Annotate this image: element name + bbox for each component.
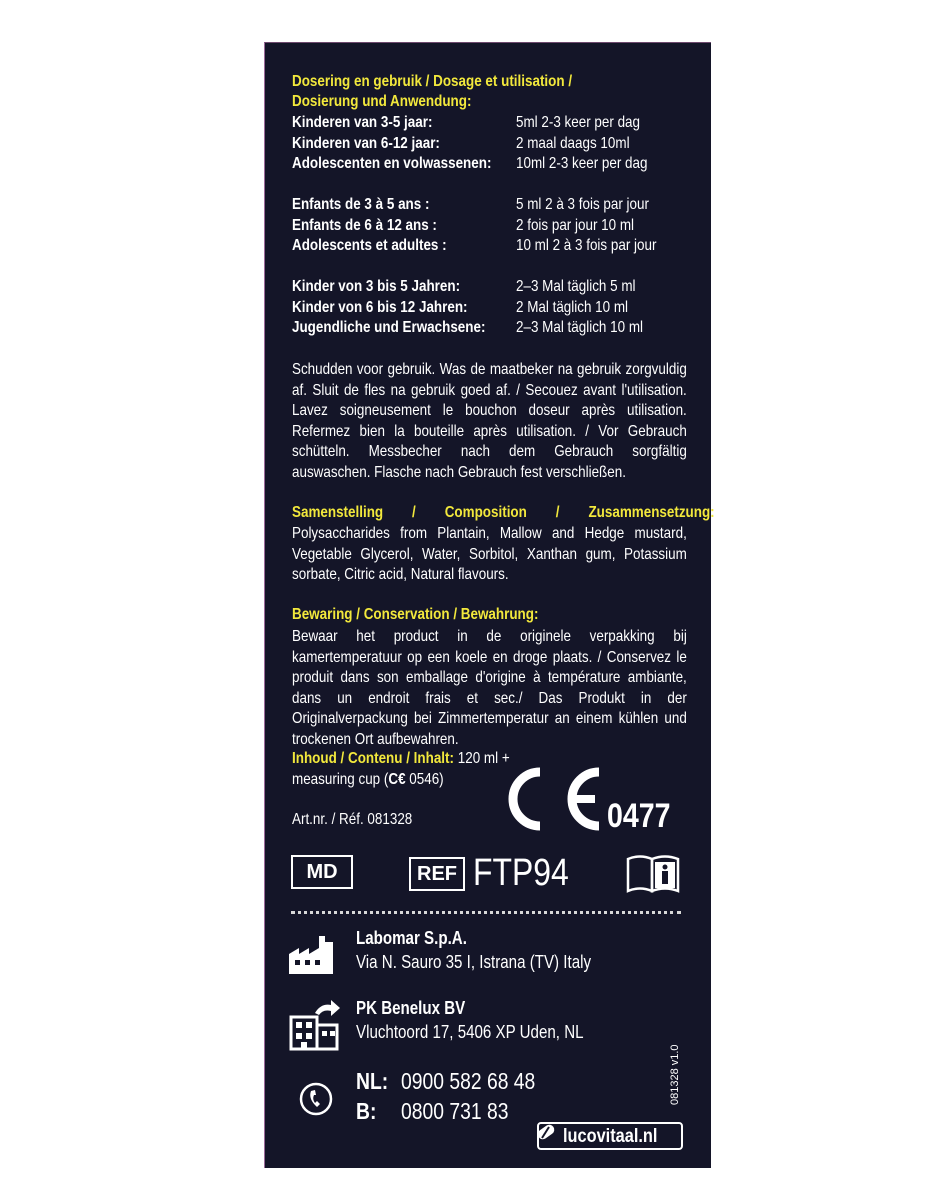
storage-text: Bewaar het product in de originele verpakking bij kamertemperatuur op een koele en droge plaats. / Conservez le produit dans son emballage d'origine à température ambiante, dans un endroit frais et sec./ Das Produkt in der Originalverpackung bei Zimmertemperatur an einem kühlen und trockenen Ort aufbewahren.: [292, 628, 687, 748]
dosage-label: Kinderen van 6-12 jaar:: [292, 135, 440, 152]
dosage-label: Kinderen van 3-5 jaar:: [292, 114, 433, 131]
dosage-label: Jugendliche und Erwachsene:: [292, 319, 486, 336]
composition-heading: Samenstelling / Composition / Zusammensetzung:: [292, 504, 715, 521]
brand-name: lucovitaal.nl: [563, 1126, 658, 1147]
dosage-heading-line1: Dosering en gebruik / Dosage et utilisation /: [292, 73, 573, 90]
distributor-address: Vluchtoord 17, 5406 XP Uden, NL: [356, 1022, 584, 1042]
dotted-divider: [291, 911, 681, 914]
composition-text: Polysaccharides from Plantain, Mallow and Hedge mustard, Vegetable Glycerol, Water, Sorbitol, Xanthan gum, Potassium sorbate, Citric acid, Natural flavours.: [292, 525, 687, 584]
dosage-label: Adolescents et adultes :: [292, 237, 447, 254]
dosage-value: 2–3 Mal täglich 10 ml: [516, 319, 643, 336]
measuring-cup-text: measuring cup (: [292, 771, 389, 788]
dosage-value: 5ml 2-3 keer per dag: [516, 114, 641, 131]
dosage-value: 10 ml 2 à 3 fois par jour: [516, 237, 657, 254]
product-label-panel: [264, 42, 715, 1168]
phone-country-nl: NL:: [356, 1068, 389, 1094]
phone-country-be: B:: [356, 1098, 377, 1124]
dosage-value: 2 Mal täglich 10 ml: [516, 299, 629, 316]
phone-icon: [299, 1082, 333, 1116]
content-measuring-cup: [292, 771, 444, 789]
manufacturer-address: Via N. Sauro 35 I, Istrana (TV) Italy: [356, 952, 592, 972]
version-code: 081328 v1.0: [669, 1044, 681, 1105]
instructions-book-icon: [625, 853, 681, 893]
dosage-label: Enfants de 6 à 12 ans :: [292, 217, 437, 234]
dosage-label: Kinder von 3 bis 5 Jahren:: [292, 278, 461, 295]
article-number: Art.nr. / Réf. 081328: [292, 811, 413, 828]
phone-number-be[interactable]: 0800 731 83: [401, 1098, 509, 1124]
ce-notified-body: 0477: [607, 797, 671, 835]
dosage-value: 2 maal daags 10ml: [516, 135, 630, 152]
content-volume: 120 ml +: [457, 750, 510, 767]
distributor-name: PK Benelux BV: [356, 998, 466, 1018]
ref-symbol: REF: [409, 857, 465, 891]
ref-value: FTP94: [473, 852, 569, 894]
pill-icon: [533, 1120, 559, 1146]
dosage-label: Kinder von 6 bis 12 Jahren:: [292, 299, 468, 316]
storage-heading: Bewaring / Conservation / Bewahrung:: [292, 606, 539, 623]
ce-small-mark: C€: [388, 771, 406, 788]
usage-instructions: Schudden voor gebruik. Was de maatbeker na gebruik zorgvuldig af. Sluit de fles na gebruik goed af. / Secouez avant l'utilisation. Lavez soigneusement le bouchon doseur après utilisation. Refermez bien la bouteille après utilisation. / Vor Gebrauch schütteln. Messbecher nach dem Gebrauch sorgfältig auswaschen. Flasche nach Gebrauch fest verschließen.: [292, 361, 687, 481]
phone-number-nl[interactable]: 0900 582 68 48: [401, 1068, 536, 1094]
md-symbol: MD: [291, 855, 353, 889]
dosage-heading-line2: Dosierung und Anwendung:: [292, 93, 472, 110]
dosage-label: Enfants de 3 à 5 ans :: [292, 196, 430, 213]
ce-mark-icon: [507, 765, 607, 833]
brand-logo[interactable]: [537, 1122, 683, 1150]
dosage-value: 5 ml 2 à 3 fois par jour: [516, 196, 649, 213]
manufacturer-name: Labomar S.p.A.: [356, 928, 467, 948]
distributor-icon: [287, 999, 341, 1051]
notified-body-number: 0546): [405, 771, 444, 788]
dosage-value: 2–3 Mal täglich 5 ml: [516, 278, 636, 295]
content-heading: Inhoud / Contenu / Inhalt:: [292, 750, 455, 767]
factory-icon: [289, 936, 333, 974]
dosage-label: Adolescenten en volwassenen:: [292, 155, 492, 172]
dosage-value: 2 fois par jour 10 ml: [516, 217, 635, 234]
content-line: [292, 750, 510, 768]
dosage-value: 10ml 2-3 keer per dag: [516, 155, 648, 172]
